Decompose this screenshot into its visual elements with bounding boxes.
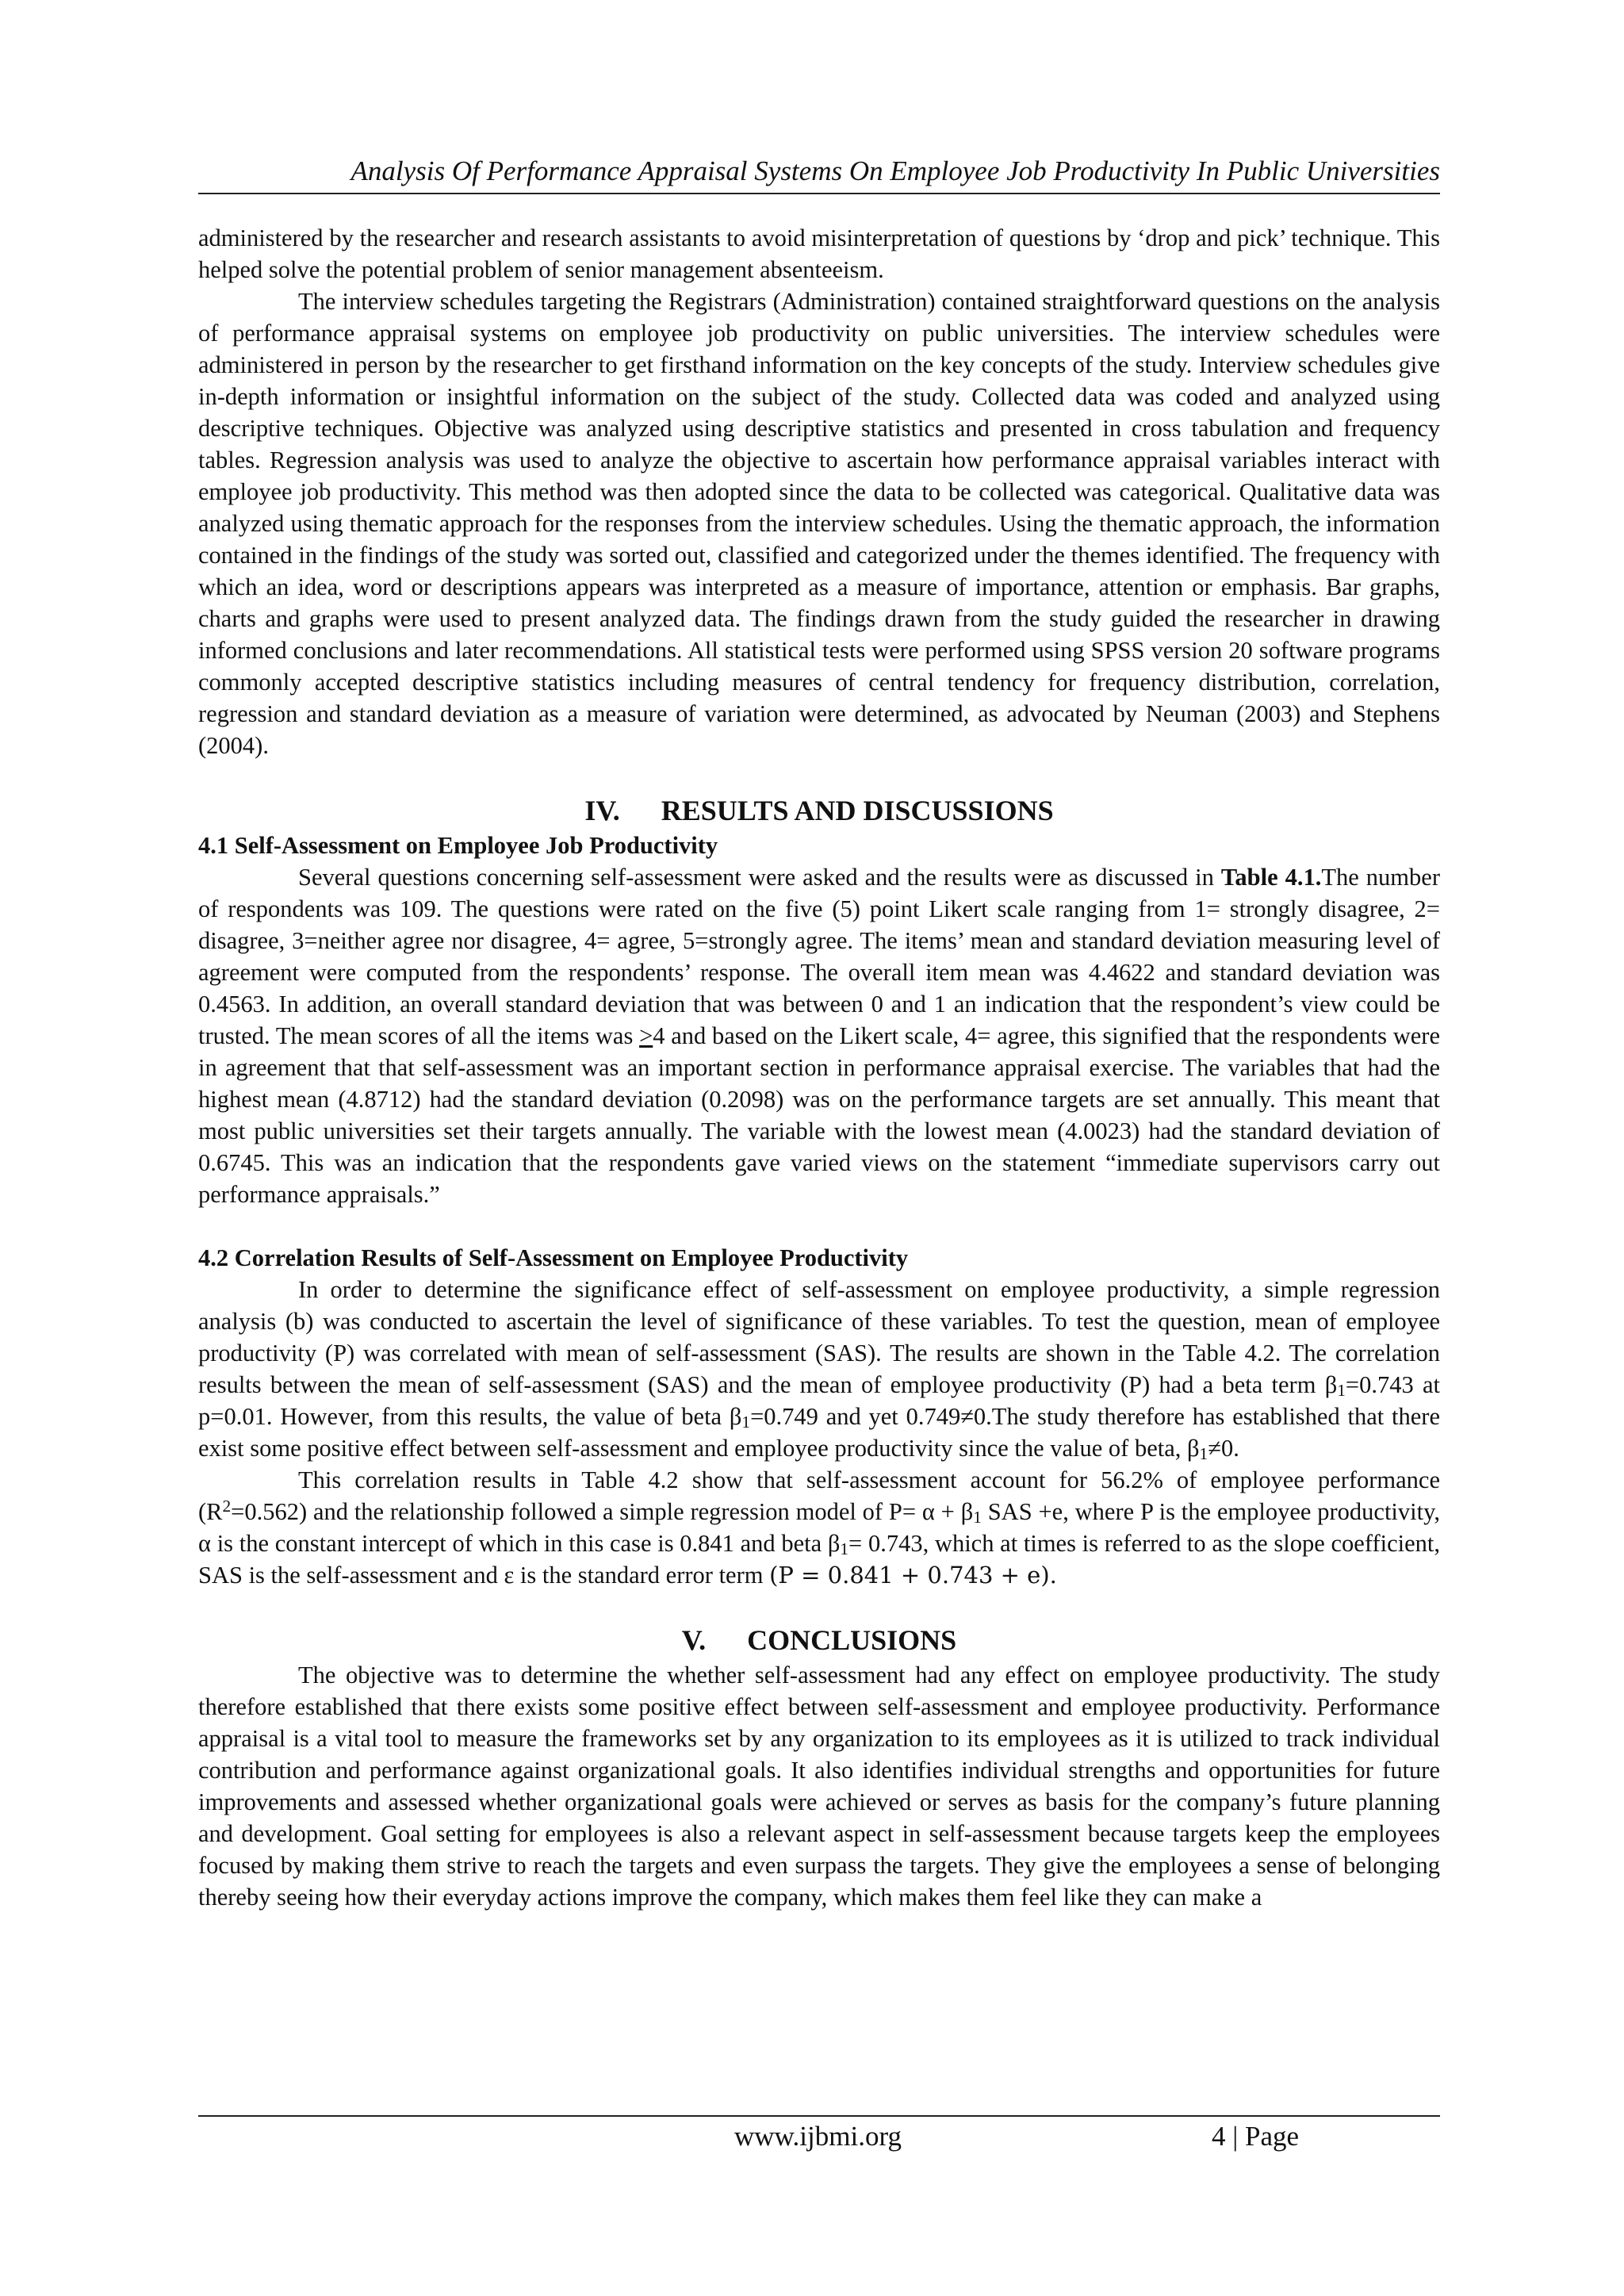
subscript: 1 (840, 1539, 849, 1558)
text-run: =0.749 and yet 0.749≠0.The study therefore has established that there exist some positive effect between self-assessment and employee productivity since the value of beta, β (198, 1403, 1440, 1462)
text-run: The number of respondents was 109. The questions were rated on the five (5) point Likert scale ranging from 1= strongly disagree, 2= disagree, 3=neither agree nor disagree, 4= agree, 5=strongly agree. The items’ mean and standard deviation measuring level of agreement were computed from the respondents’ response. The overall item mean was 4.4622 and standard deviation was 0.4563. In addition, an overall standard deviation that was between 0 and 1 an indication that the respondent’s view could be trusted. The mean scores of all the items was (198, 864, 1440, 1049)
header-rule (198, 193, 1440, 194)
running-header: Analysis Of Performance Appraisal Systems On Employee Job Productivity In Public Universities (350, 155, 1440, 186)
results-paragraph-2 (198, 1274, 1440, 1464)
results-paragraph-3 (198, 1464, 1440, 1591)
table-reference: Table 4.1. (1220, 864, 1322, 891)
conclusions-paragraph: The objective was to determine the whether self-assessment had any effect on employee productivity. The study therefore established that there exists some positive effect between self-assessment and employee productivity. Performance appraisal is a vital tool to measure the frameworks set by any organization to its employees as it is utilized to track individual contribution and performance against organizational goals. It also identifies individual strengths and opportunities for future improvements and assessed whether organizational goals were achieved or serves as basis for the company’s future planning and development. Goal setting for employees is also a relevant aspect in self-assessment because targets keep the employees focused by making them strive to reach the targets and even surpass the targets. They give the employees a sense of belonging thereby seeing how their everyday actions improve the company, which makes them feel like they can make a (198, 1662, 1440, 1911)
text-run: Several questions concerning self-assessment were asked and the results were as discussed in (298, 864, 1221, 891)
subscript: 1 (973, 1508, 982, 1527)
text-run: SAS +e, where P is the employee productivity, α is the constant intercept of which in this case is 0.841 and beta β (198, 1498, 1440, 1557)
regression-formula: (P = 0.841 + 0.743 + e). (769, 1562, 1057, 1589)
body-paragraph-1: administered by the researcher and research assistants to avoid misinterpretation of questions by ‘drop and pick’ technique. This helped solve the potential problem of senior management absenteeism. (198, 224, 1440, 283)
section-number: V. (681, 1624, 707, 1656)
greater-equal-symbol: > (639, 1022, 653, 1049)
text-run: ≠0. (1208, 1435, 1239, 1462)
section-title: RESULTS AND DISCUSSIONS (661, 795, 1054, 826)
text-run: In order to determine the significance effect of self-assessment on employee productivity, a simple regression analysis (b) was conducted to ascertain the level of significance of these variables. To test the question, mean of employee productivity (P) was correlated with mean of self-assessment (SAS). The results are shown in the Table 4.2. The correlation results between the mean of self-assessment (SAS) and the mean of employee productivity (P) had a beta term β (198, 1276, 1440, 1398)
section-heading-conclusions (198, 1621, 1440, 1659)
results-paragraph-1 (198, 861, 1440, 1210)
section-number: IV. (584, 795, 620, 826)
section-heading-results (198, 792, 1440, 830)
text-run: =0.562) and the relationship followed a simple regression model of P= α + β (231, 1498, 974, 1525)
section-title: CONCLUSIONS (747, 1624, 957, 1656)
text-run: =0.743 at p=0.01. However, from this results, the value of beta β (198, 1371, 1440, 1430)
footer-url: www.ijbmi.org (734, 2121, 902, 2152)
subscript: 1 (1337, 1381, 1346, 1400)
body-paragraph-2: The interview schedules targeting the Registrars (Administration) contained straightforward questions on the analysis of performance appraisal systems on employee job productivity on public universities. The interview schedules were administered in person by the researcher to get firsthand information on the key concepts of the study. Interview schedules give in-depth information or insightful information on the subject of the study. Collected data was coded and analyzed using descriptive techniques. Objective was analyzed using descriptive statistics and presented in cross tabulation and frequency tables. Regression analysis was used to analyze the objective to ascertain how performance appraisal variables interact with employee job productivity. This method was then adopted since the data to be collected was categorical. Qualitative data was analyzed using thematic approach for the responses from the interview schedules. Using the thematic approach, the information contained in the findings of the study was sorted out, classified and categorized under the themes identified. The frequency with which an idea, word or descriptions appears was interpreted as a measure of importance, attention or emphasis. Bar graphs, charts and graphs were used to present analyzed data. The findings drawn from the study guided the researcher in drawing informed conclusions and later recommendations. All statistical tests were performed using SPSS version 20 software programs commonly accepted descriptive statistics including measures of central tendency for frequency distribution, correlation, regression and standard deviation as a measure of variation were determined, as advocated by Neuman (2003) and Stephens (2004). (198, 288, 1440, 759)
text-run: = 0.743, which at times is referred to as the slope coefficient, SAS is the self-assessment and ε is the standard error term (198, 1530, 1440, 1589)
footer-rule (198, 2115, 1440, 2117)
subsection-heading-4-2: 4.2 Correlation Results of Self-Assessment on Employee Productivity (198, 1244, 909, 1271)
text-run: This correlation results in Table 4.2 show that self-assessment account for 56.2% of employee performance (R (198, 1466, 1440, 1525)
page-body (198, 222, 1440, 1913)
page-number: 4 | Page (1212, 2121, 1300, 2152)
subsection-heading-4-1: 4.1 Self-Assessment on Employee Job Productivity (198, 832, 718, 859)
superscript: 2 (222, 1497, 232, 1516)
text-run: 4 and based on the Likert scale, 4= agree, this signified that the respondents were in agreement that that self-assessment was an important section in performance appraisal exercise. The variables that had the highest mean (4.8712) had the standard deviation (0.2098) was on the performance targets are set annually. This meant that most public universities set their targets annually. The variable with the lowest mean (4.0023) had the standard deviation of 0.6745. This was an indication that the respondents gave varied views on the statement “immediate supervisors carry out performance appraisals.” (198, 1022, 1440, 1208)
subscript: 1 (1199, 1444, 1208, 1463)
spacer (198, 1210, 1440, 1242)
subscript: 1 (741, 1412, 751, 1432)
